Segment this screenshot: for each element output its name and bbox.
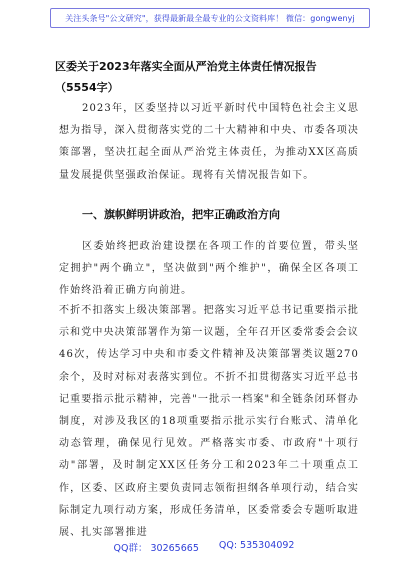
footer-qq: QQ: 535304092 xyxy=(218,540,295,551)
section-heading: 一、旗帜鲜明讲政治，把牢正确政治方向 xyxy=(82,208,280,221)
document-title: 区委关于2023年落实全面从严治党主体责任情况报告 xyxy=(55,60,317,73)
word-count: （5554字） xyxy=(55,81,119,94)
header-banner xyxy=(50,8,370,28)
footer-qq-group: QQ群： 30265665 xyxy=(113,543,199,554)
header-banner-text: 关注头条号"公文研究"，获得最新最全最专业的公文资料库！ 微信：gongwenyj xyxy=(65,13,355,23)
footer xyxy=(0,540,408,554)
paragraph-political-building: 区委始终把政治建设摆在各项工作的首要位置，带头坚定拥护"两个确立"，坚决做到"两个维护"，确保全区各项工作始终沿着正确方向前进。 xyxy=(59,241,359,297)
paragraph-implementation: 不折不扣落实上级决策部署。把落实习近平总书记重要指示批示和党中央决策部署作为第一议题，全年召开区委常委会会议46次，传达学习中央和市委文件精神及决策部署类议题270余个，及时对标对表落实到位。不折不扣贯彻落实习近平总书记重要指示批示精神，完善"一批示一档案"和全链条闭环督办制度，对涉及我区的18项重要指示批示实行台账式、清单化动态管理，确保见行见效。严格落实市委、市政府"十项行动"部署，及时制定XX区任务分工和2023年二十项重点工作，区委、区政府主要负责同志领衔担纲各单项行动，结合实际制定九项行动方案，形成任务清单，区委常委会专题听取进展、扎实部署推进 xyxy=(59,305,359,539)
paragraph-intro: 2023年，区委坚持以习近平新时代中国特色社会主义思想为指导，深入贯彻落实党的二十大精神和中央、市委各项决策部署，坚决扛起全面从严治党主体责任，为推动XX区高质量发展提供坚强政治保证。现将有关情况报告如下。 xyxy=(59,103,359,181)
